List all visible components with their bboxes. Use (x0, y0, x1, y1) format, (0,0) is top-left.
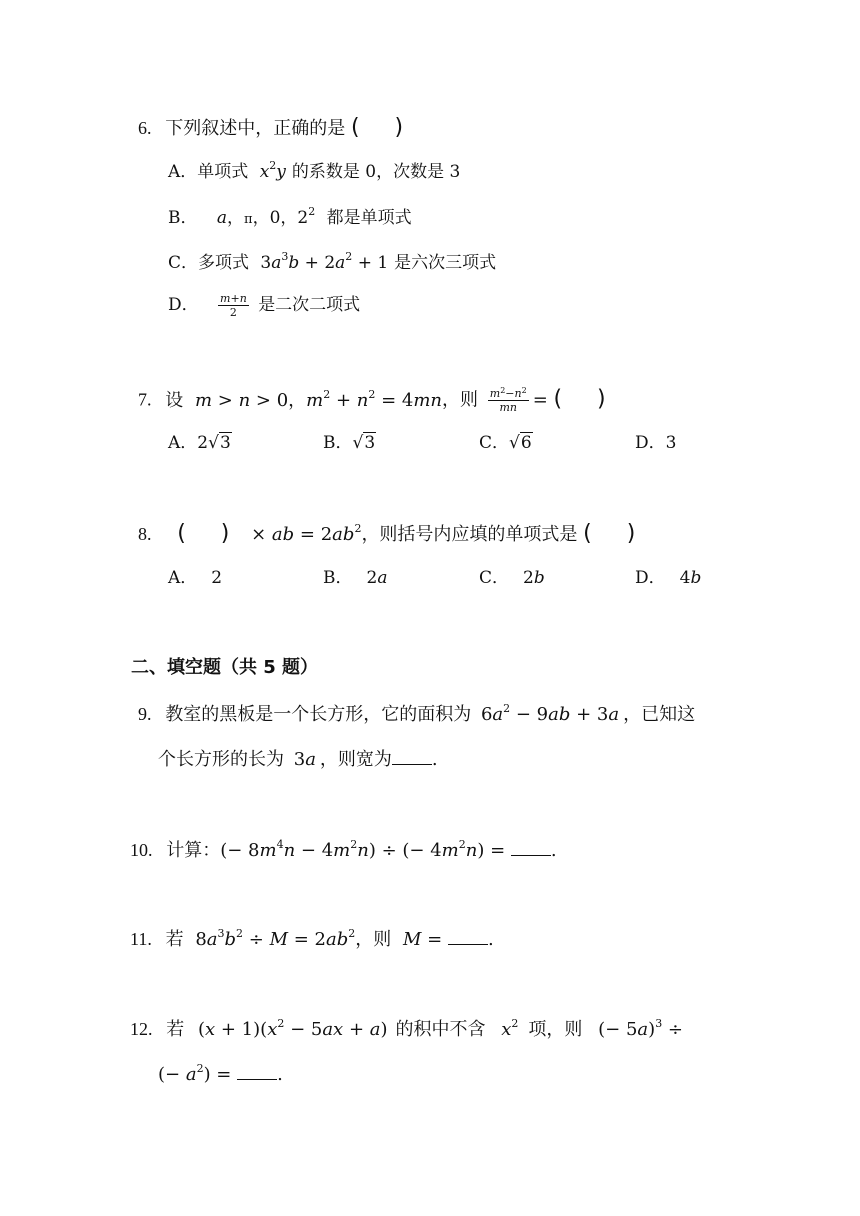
question-7-stem: 7. 设 m > n > 0，$m^2 + n^2 = 4mn$，则 $\frac{m^2-n^2}{mn}$ = ( ) (138, 386, 606, 414)
section-title: 二、填空题（共 5 题） (131, 657, 319, 678)
fraction: $\frac{m+n}{2}$ (220, 292, 247, 319)
q7-option-a: A．2√3 (168, 433, 231, 453)
q8-option-d: D． 4b (635, 568, 702, 588)
answer-bracket: ( ) (583, 521, 636, 546)
question-10: 10. 计算：(− $8m^4n - 4m^2n$) ÷ (− $4m^2n$) = . (130, 838, 557, 861)
q8-option-b: B． 2a (323, 568, 388, 588)
option-d: D． $\frac{m+n}{2}$ 是二次二项式 (168, 292, 361, 319)
q8-option-c: C． 2b (479, 568, 545, 588)
answer-bracket: ( ) (177, 521, 230, 546)
question-6-stem (138, 116, 403, 141)
question-8-stem: 8. ( ) × ab = $2ab^2$，则括号内应填的单项式是 ( ) (138, 521, 636, 546)
q7-option-c: C．√6 (479, 433, 532, 453)
question-12-line2: (− $a^2$) = . (158, 1062, 283, 1085)
question-11: 11. 若 $8a^3b^2 \div M = 2ab^2$，则 M = . (130, 927, 494, 950)
q7-option-b: B．√3 (323, 433, 376, 453)
answer-bracket: ( ) (350, 115, 404, 140)
option-c: C．多项式 $3a^3b + 2a^2 + 1$ 是六次三项式 (168, 250, 497, 273)
answer-bracket: ( ) (553, 386, 606, 412)
fraction: $\frac{m^2-n^2}{mn}$ (489, 386, 527, 414)
question-number: 6. (138, 118, 152, 138)
answer-blank[interactable] (511, 839, 551, 856)
q7-option-d: D．3 (635, 433, 677, 453)
answer-blank[interactable] (448, 928, 488, 945)
option-a: A．单项式 $x^2y$ 的系数是 0，次数是 3 (168, 159, 461, 182)
answer-blank[interactable] (392, 748, 432, 765)
question-text: 下列叙述中，正确的是 (165, 118, 346, 139)
answer-blank[interactable] (237, 1063, 277, 1080)
option-b: B． a，π，0，$2^2$ 都是单项式 (168, 205, 412, 228)
question-9-line2: 个长方形的长为 3a ，则宽为 . (158, 749, 438, 770)
q8-option-a: A． 2 (168, 568, 223, 588)
question-9-line1: 9. 教室的黑板是一个长方形，它的面积为 $6a^2 - 9ab + 3a$ ，已知这 (138, 702, 696, 725)
question-12-line1: 12. 若 $(x + 1)(x^2 - 5ax + a)$ 的积中不含 $x^2$ 项，则 (− 5a)$^3$ ÷ (130, 1017, 683, 1040)
